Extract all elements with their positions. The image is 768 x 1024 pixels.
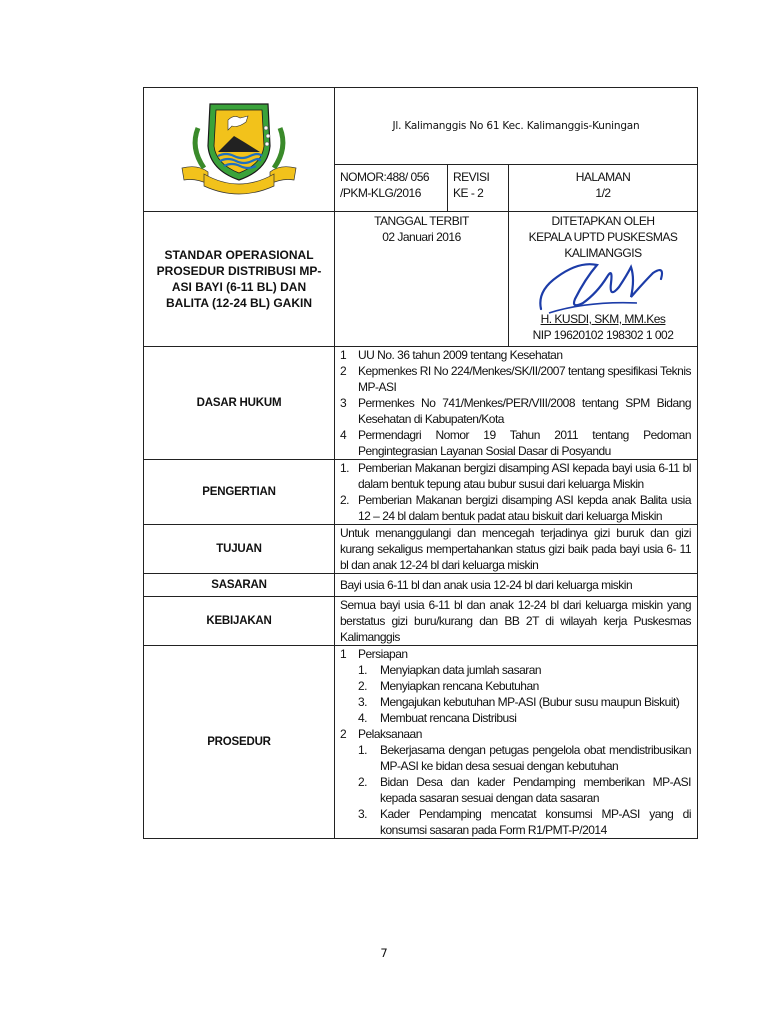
- tujuan-text: Untuk menanggulangi dan mencegah terjadinya gizi buruk dan gizi kurang sekaligus mempertahankan status gizi baik pada bayi usia 6- 11 bl dan anak 12-24 bl dari keluarga miskin: [340, 526, 691, 572]
- list-item: 2. Bidan Desa dan kader Pendamping memberikan MP-ASI kepada sasaran sesuai dengan data sasaran: [358, 775, 691, 805]
- sasaran-label-cell: [144, 574, 335, 597]
- dasar-hukum-content: [335, 347, 698, 460]
- pengertian-label: PENGERTIAN: [202, 486, 276, 498]
- pengertian-label-cell: [144, 460, 335, 525]
- list-item: 1. Bekerjasama dengan petugas pengelola obat mendistribusikan MP-ASI ke bidan desa sesuai dengan kebutuhan: [358, 743, 691, 773]
- sasaran-text: Bayi usia 6-11 bl dan anak usia 12-24 bl dari keluarga miskin: [340, 578, 633, 592]
- title-cell: [144, 212, 335, 347]
- list-item: 1. Pemberian Makanan bergizi disamping ASI kepada bayi usia 6-11 bl dalam bentuk tepung atau bubur susui dari keluarga Miskin: [340, 461, 691, 491]
- tujuan-label: TUJUAN: [216, 543, 262, 555]
- list-item: 1. Menyiapkan data jumlah sasaran: [358, 663, 542, 677]
- prosedur-content: [335, 646, 698, 839]
- prosedur-label-cell: [144, 646, 335, 839]
- nomor-text: NOMOR:488/ 056 /PKM-KLG/2016: [340, 170, 430, 200]
- list-item: 2. Menyiapkan rencana Kebutuhan: [358, 679, 539, 693]
- page-number: 7: [380, 946, 388, 960]
- ditetapkan-line2: KEPALA UPTD PUSKESMAS KALIMANGGIS: [528, 230, 678, 260]
- revisi-text: REVISI KE - 2: [453, 170, 490, 200]
- halaman-cell: [509, 165, 698, 212]
- list-item: 2 Kepmenkes RI No 224/Menkes/SK/II/2007 tentang spesifikasi Teknis MP-ASI: [340, 364, 691, 394]
- list-item: 3. Kader Pendamping mencatat konsumsi MP-ASI yang di konsumsi sasaran pada Form R1/PMT-P/2014: [358, 807, 691, 837]
- list-item: 1 UU No. 36 tahun 2009 tentang Kesehatan: [340, 348, 563, 362]
- dasar-hukum-label: DASAR HUKUM: [196, 397, 282, 409]
- document-title: STANDAR OPERASIONAL PROSEDUR DISTRIBUSI MP-ASI BAYI (6-11 BL) DAN BALITA (12-24 BL) GAKIN: [156, 248, 322, 310]
- list-item: 4. Membuat rencana Distribusi: [358, 711, 517, 725]
- list-item: 3 Permenkes No 741/Menkes/PER/VIII/2008 tentang SPM Bidang Kesehatan di Kabupaten/Kota: [340, 396, 691, 426]
- ditetapkan-cell: [509, 212, 698, 347]
- terbit-date: 02 Januari 2016: [382, 230, 461, 244]
- address-cell: [335, 88, 698, 165]
- kebijakan-text: Semua bayi usia 6-11 bl dan anak 12-24 bl dari keluarga miskin yang berstatus gizi buru/kurang dan BB 2T di wilayah kerja Puskesmas Kalimanggis: [340, 598, 691, 644]
- ditetapkan-line1: DITETAPKAN OLEH: [551, 214, 655, 228]
- prosedur-label: PROSEDUR: [207, 736, 271, 748]
- halaman-label: HALAMAN: [575, 170, 631, 184]
- kebijakan-content: [335, 597, 698, 646]
- revisi-cell: [448, 165, 509, 212]
- sasaran-content: [335, 574, 698, 597]
- section-heading: 2 Pelaksanaan: [340, 727, 422, 741]
- list-item: 4 Permendagri Nomor 19 Tahun 2011 tentang Pedoman Pengintegrasian Layanan Sosial Dasar di Posyandu: [340, 428, 691, 458]
- kebijakan-label-cell: [144, 597, 335, 646]
- nomor-cell: [335, 165, 448, 212]
- tujuan-label-cell: [144, 525, 335, 574]
- tujuan-content: [335, 525, 698, 574]
- kebijakan-label: KEBIJAKAN: [206, 615, 272, 627]
- list-item: 2. Pemberian Makanan bergizi disamping ASI kepda anak Balita usia 12 – 24 bl dalam bentuk padat atau biskuit dari keluarga Miskin: [340, 493, 691, 523]
- pengertian-content: [335, 460, 698, 525]
- kuningan-emblem-logo: [178, 98, 300, 196]
- dasar-hukum-label-cell: [144, 347, 335, 460]
- list-item: 3. Mengajukan kebutuhan MP-ASI (Bubur susu maupun Biskuit): [358, 695, 680, 709]
- section-heading: 1 Persiapan: [340, 647, 408, 661]
- logo-cell: [144, 88, 335, 212]
- sop-table: [143, 87, 698, 839]
- terbit-label: TANGGAL TERBIT: [374, 214, 469, 228]
- terbit-cell: [335, 212, 509, 347]
- signer-nip: NIP 19620102 198302 1 002: [532, 328, 674, 342]
- halaman-value: 1/2: [595, 186, 611, 200]
- address-text: Jl. Kalimanggis No 61 Kec. Kalimanggis-Kuningan: [392, 120, 640, 132]
- sasaran-label: SASARAN: [211, 579, 267, 591]
- signer-name: H. KUSDI, SKM, MM.Kes: [540, 312, 666, 326]
